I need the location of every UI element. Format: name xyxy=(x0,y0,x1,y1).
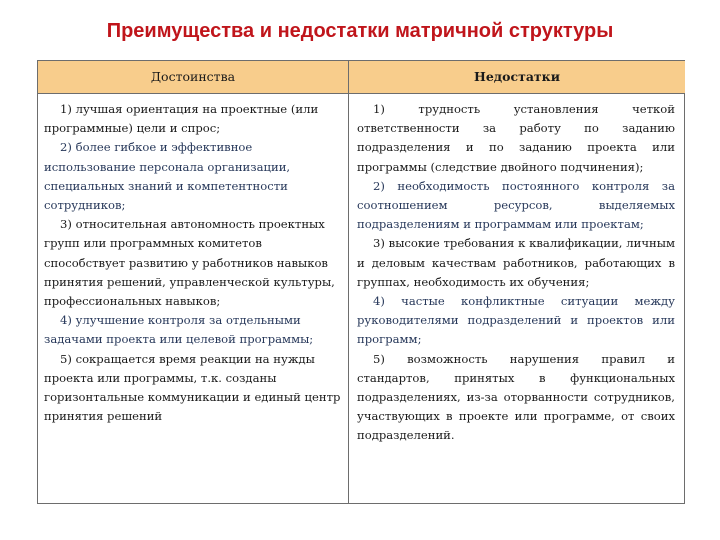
disadvantage-item: 2) необходимость постоянного контроля за соотношением ресурсов, выделяемых подразделениям и программам или проектам; xyxy=(357,178,675,232)
header-disadvantages: Недостатки xyxy=(349,61,685,94)
disadvantages-column xyxy=(349,94,685,503)
advantages-column xyxy=(38,94,349,503)
advantage-item: 3) относительная автономность проектных групп или программных комитетов способствует развитию у работников навыков принятия решений, управленческой культуры, профессиональных навыков; xyxy=(44,217,335,309)
advantage-item: 4) улучшение контроля за отдельными задачами проекта или целевой программы; xyxy=(44,313,314,347)
disadvantage-item: 4) частые конфликтные ситуации между руководителями подразделений и проектов или программ; xyxy=(357,294,675,347)
disadvantage-item: 3) высокие требования к квалификации, личным и деловым качествам работников, работающих в группах, необходимость их обучения; xyxy=(357,236,675,289)
header-advantages: Достоинства xyxy=(38,61,349,94)
advantage-item: 1) лучшая ориентация на проектные (или программные) цели и спрос; xyxy=(44,102,319,136)
advantage-item: 2) более гибкое и эффективное использование персонала организации, специальных знаний и компетентности сотрудников; xyxy=(44,140,291,213)
comparison-table xyxy=(37,60,685,504)
disadvantage-item: 5) возможность нарушения правил и стандартов, принятых в функциональных подразделениях, из-за оторванности сотрудников, участвующих в проекте или программе, от своих подразделений. xyxy=(357,351,675,443)
disadvantage-item: 1) трудность установления четкой ответственности за работу по заданию подразделения и по заданию проекта или программы (следствие двойного подчинения); xyxy=(357,102,675,174)
advantage-item: 5) сокращается время реакции на нужды проекта или программы, т.к. созданы горизонтальные коммуникации и единый центр принятия решений xyxy=(44,351,341,424)
slide-title: Преимущества и недостатки матричной структуры xyxy=(106,20,614,42)
